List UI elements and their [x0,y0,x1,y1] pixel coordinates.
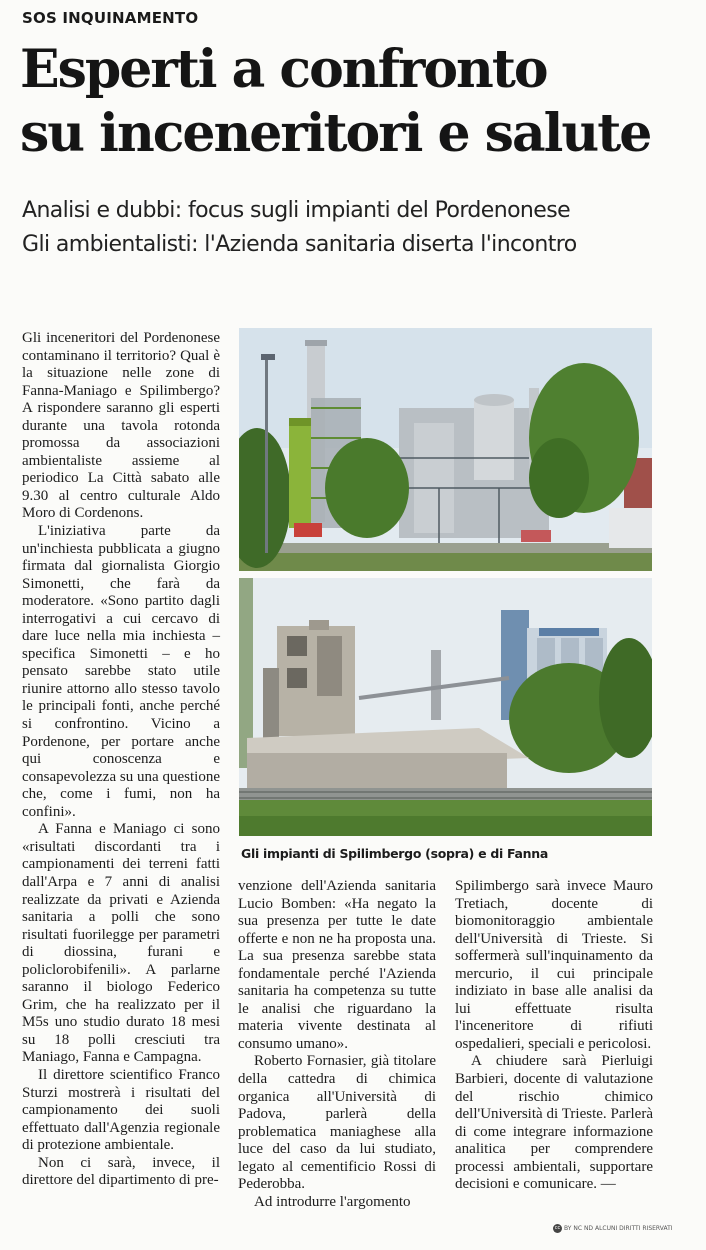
paragraph: Spilimbergo sarà invece Mauro Tretiach, docente di biomonitoraggio ambientale dell'Università di Trieste. Si soffermerà sull'inquinamento da mercurio, il cui principale indiziato in base alle analisi da lui effettuate risulta l'inceneritore di rifiuti ospedalieri, speciali e pericolosi. [455,878,653,1052]
photo-caption: Gli impianti di Spilimbergo (sopra) e di Fanna [241,846,549,861]
paragraph: Ad introdurre l'argomento [254,1193,411,1210]
paragraph: Gli inceneritori del Pordenonese contaminano il territorio? Qual è la situazione nelle zone di Fanna-Maniago e Spilimbergo? A rispondere saranno gli esperti durante una tavola rotonda promossa da associazioni ambientaliste assieme al periodico La Città sabato alle 9.30 al centro culturale Aldo Moro di Cordenons. [22,330,220,522]
subheadline [22,194,702,262]
paragraph: L'iniziativa parte da un'inchiesta pubblicata a giugno firmata dal giornalista Giorgio Simonetti, che farà da moderatore. «Sono partito dagli interrogativi a cui cercavo di dare luce nella mia inchiesta – specifica Simonetti – e ho pensato sarebbe stato utile riunire attorno allo stesso tavolo le principali fonti, anche perché si confrontino. Vicino a Pordenone, per portare anche qui conoscenza e consapevolezza su una questione che, come i fumi, non ha confini». [22,523,220,820]
creative-commons-icon: cc [554,1225,561,1231]
paragraph: Il direttore scientifico Franco Sturzi mostrerà i risultati del campionamento dei suoli effettuato dall'Agenzia regionale di protezione ambientale. [22,1066,220,1154]
headline [20,38,700,166]
section-kicker: SOS INQUINAMENTO [22,9,199,27]
copyright-notice [553,1224,673,1233]
photo-spilimbergo-plant [239,328,652,571]
article-column-1 [22,330,220,1190]
paragraph: venzione dell'Azienda sanitaria Lucio Bomben: «Ha negato la sua presenza per tutte le date offerte e non ne ha proposta una. La sua presenza sarebbe stata fondamentale perché l'Azienda sanitaria ha competenza su tutte le analisi che riguardano la materia vivente destinata al consumo umano». [238,878,436,1052]
headline-line-1: Esperti a confronto [20,39,547,100]
paragraph: Roberto Fornasier, già titolare della cattedra di chimica organica all'Università di Padova, parlerà della problematica maniaghese alla luce del caso da lui studiato, legato al cementificio Rossi di Pederobba. [238,1053,436,1193]
subheadline-line-2: Gli ambientalisti: l'Azienda sanitaria diserta l'incontro [22,232,577,257]
photo-spilimbergo-illustration [239,328,652,571]
headline-line-2: su inceneritori e salute [20,103,651,164]
article-column-3 [455,878,653,1194]
paragraph: Non ci sarà, invece, il direttore del dipartimento di pre- [22,1154,220,1189]
photo-fanna-plant [239,578,652,836]
photo-fanna-illustration [239,578,652,836]
subheadline-line-1: Analisi e dubbi: focus sugli impianti del Pordenonese [22,198,570,223]
article-column-2 [238,878,436,1211]
paragraph: A Fanna e Maniago ci sono «risultati discordanti tra i campionamenti dei terreni fatti dall'Arpa e 7 anni di analisi realizzate da privati e Azienda sanitaria a polli che sono risultati fuorilegge per parametri di diossina, furani e policlorobifenili». A parlarne saranno il biologo Federico Grim, che ha realizzato per il M5s uno studio durato 18 mesi su 18 polli cresciuti tra Maniago, Fanna e Campagna. [22,821,220,1066]
paragraph: A chiudere sarà Pierluigi Barbieri, docente di valutazione del rischio chimico dell'Università di Trieste. Parlerà di come integrare informazione analitica per comprendere processi ambientali, supportare decisioni e comunicare. — [455,1053,653,1193]
copyright-text: BY NC ND ALCUNI DIRITTI RISERVATI [564,1225,673,1232]
